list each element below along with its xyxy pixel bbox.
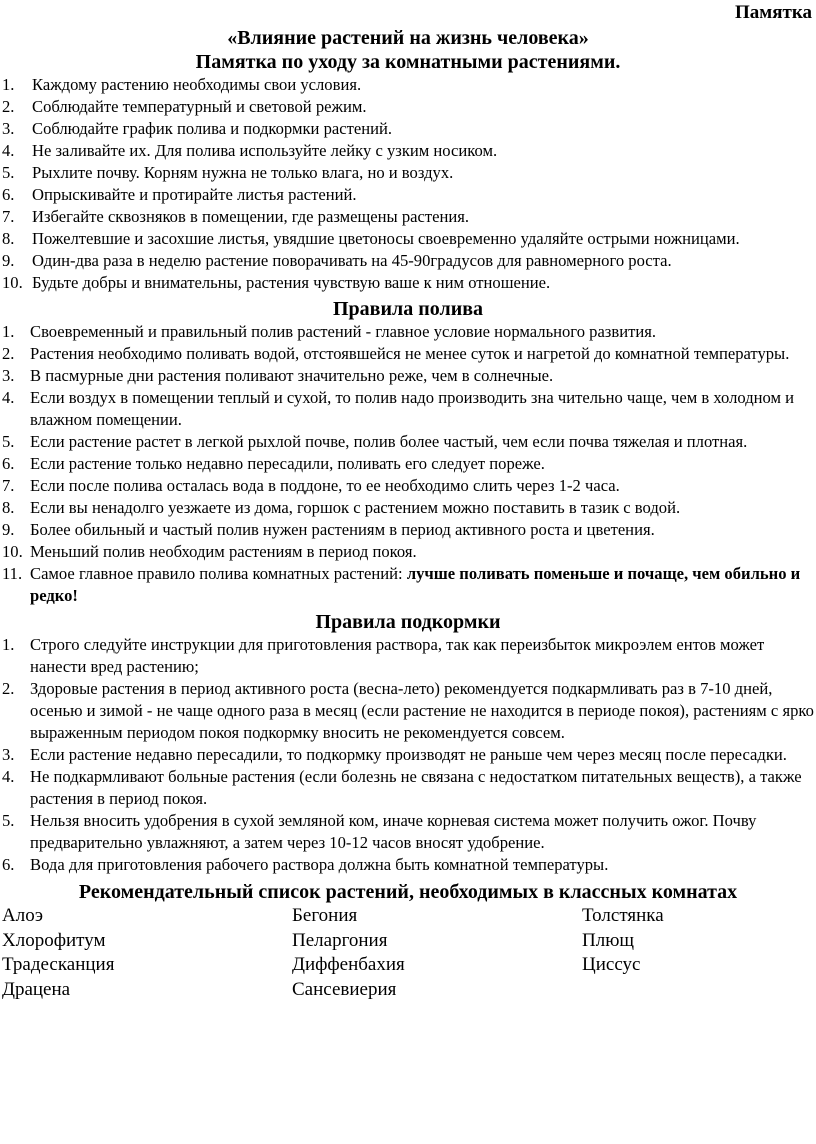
item-number: 1.: [2, 322, 15, 341]
watering-heading: Правила полива: [332, 298, 484, 320]
list-item: [0, 365, 816, 387]
item-text: Избегайте сквозняков в помещении, где размещены растения.: [32, 207, 470, 226]
plants-heading: Рекомендательный список растений, необходимых в классных комнатах: [78, 881, 738, 903]
item-text: Соблюдайте график полива и подкормки растений.: [32, 119, 392, 138]
item-number: 6.: [2, 185, 15, 204]
list-item: [0, 497, 816, 519]
item-text: Рыхлите почву. Корням нужна не только влага, но и воздух.: [32, 163, 454, 182]
list-item: [0, 854, 816, 876]
item-number: 6.: [2, 454, 15, 473]
item-number: 8.: [2, 229, 15, 248]
memo-label: Памятка: [735, 2, 812, 23]
plant-name: Традесканция: [2, 954, 115, 975]
item-number: 3.: [2, 745, 15, 764]
care-list: [0, 74, 816, 294]
item-number: 1.: [2, 75, 15, 94]
document-title: «Влияние растений на жизнь человека»: [227, 27, 589, 49]
care-heading: Памятка по уходу за комнатными растениями.: [195, 51, 621, 73]
item-text: Более обильный и частый полив нужен растениям в период активного роста и цветения.: [30, 520, 655, 539]
plant-name: Драцена: [2, 978, 71, 1000]
feeding-heading: Правила подкормки: [315, 611, 501, 633]
list-item: [0, 541, 816, 563]
list-item: [0, 250, 816, 272]
item-number: 5.: [2, 432, 15, 451]
item-text: Если растение недавно пересадили, то подкормку производят не раньше чем через месяц после пересадки.: [30, 745, 787, 764]
item-text: Пожелтевшие и засохшие листья, увядшие цветоносы своевременно удаляйте острыми ножницами.: [32, 229, 740, 248]
item-number: 4.: [2, 141, 15, 160]
item-text: Не заливайте их. Для полива используйте лейку с узким носиком.: [32, 141, 498, 160]
item-text: Каждому растению необходимы свои условия.: [32, 75, 362, 94]
item-text: Вода для приготовления рабочего раствора должна быть комнатной температуры.: [30, 855, 609, 874]
list-item: [0, 206, 816, 228]
list-item: [0, 272, 816, 294]
list-item: [0, 184, 816, 206]
item-text: Нельзя вносить удобрения в сухой земляной ком, иначе корневая система может получить ожог. Почву предварительно увлажняют, а затем через 10-12 часов вносят удобрение.: [30, 811, 757, 852]
list-item: [0, 519, 816, 541]
item-number: 9.: [2, 251, 15, 270]
plant-name: [582, 978, 816, 1003]
item-text: Будьте добры и внимательны, растения чувствую ваше к ним отношение.: [32, 273, 551, 292]
plant-name: Толстянка: [582, 905, 664, 926]
plant-name: Хлорофитум: [2, 929, 106, 951]
item-number: 7.: [2, 476, 15, 495]
item-text: Здоровые растения в период активного роста (весна-лето) рекомендуется подкармливать раз в 7-10 дней, осенью и зимой - не чаще одного раза в месяц (если растение не находится в периоде покоя), растениям с ярко выраженным периодом покоя подкормку вносить не рекомендуется совсем.: [30, 679, 814, 742]
item-text: Один-два раза в неделю растение поворачивать на 45-90градусов для равномерного роста.: [32, 251, 672, 270]
list-item: [0, 634, 816, 678]
list-item: [0, 766, 816, 810]
list-item: [0, 343, 816, 365]
list-item: [0, 563, 816, 607]
item-number: 4.: [2, 767, 15, 786]
item-emphasis: лучше поливать поменьше и почаще, чем обильно и редко!: [30, 564, 801, 605]
item-number: 10.: [2, 542, 23, 561]
list-item: [0, 387, 816, 431]
item-text: Меньший полив необходим растениям в период покоя.: [30, 542, 417, 561]
item-text: Опрыскивайте и протирайте листья растений.: [32, 185, 357, 204]
item-text: Строго следуйте инструкции для приготовления раствора, так как переизбыток микроэлем ентов может нанести вред растению;: [30, 635, 765, 676]
plant-name: Пеларгония: [292, 929, 388, 951]
item-text: Если после полива осталась вода в поддоне, то ее необходимо слить через 1-2 часа.: [30, 476, 620, 495]
item-number: 5.: [2, 811, 15, 830]
list-item: [0, 321, 816, 343]
list-item: [0, 810, 816, 854]
item-text: Соблюдайте температурный и световой режим.: [32, 97, 367, 116]
item-text: В пасмурные дни растения поливают значительно реже, чем в солнечные.: [30, 366, 554, 385]
item-text: Если воздух в помещении теплый и сухой, то полив надо производить зна чительно чаще, чем в холодном и влажном помещении.: [30, 388, 795, 429]
item-text: Если растение растет в легкой рыхлой почве, полив более частый, чем если почва тяжелая и плотная.: [30, 432, 748, 451]
list-item: [0, 118, 816, 140]
item-number: 11.: [2, 564, 23, 583]
plant-name: Циссус: [582, 954, 641, 975]
list-item: [0, 140, 816, 162]
item-number: 1.: [2, 635, 15, 654]
list-item: [0, 475, 816, 497]
plant-name: Сансевиерия: [292, 978, 397, 1000]
list-item: [0, 96, 816, 118]
item-number: 2.: [2, 97, 15, 116]
list-item: [0, 228, 816, 250]
item-number: 9.: [2, 520, 15, 539]
plant-name: Алоэ: [2, 905, 44, 926]
item-number: 6.: [2, 855, 15, 874]
plant-name: Диффенбахия: [292, 954, 405, 975]
item-number: 2.: [2, 679, 15, 698]
item-number: 3.: [2, 366, 15, 385]
item-number: 8.: [2, 498, 15, 517]
item-text: Если вы ненадолго уезжаете из дома, горшок с растением можно поставить в тазик с водой.: [30, 498, 681, 517]
list-item: [0, 162, 816, 184]
plant-name: Бегония: [292, 905, 358, 926]
item-number: 5.: [2, 163, 15, 182]
item-text: Самое главное правило полива комнатных растений:: [30, 564, 407, 583]
plant-name: Плющ: [582, 929, 635, 951]
list-item: [0, 431, 816, 453]
plants-grid: [0, 904, 816, 1002]
item-text: Растения необходимо поливать водой, отстоявшейся не менее суток и нагретой до комнатной температуры.: [30, 344, 790, 363]
item-number: 3.: [2, 119, 15, 138]
feeding-list: [0, 634, 816, 876]
list-item: [0, 744, 816, 766]
item-text: Не подкармливают больные растения (если болезнь не связана с недостатком питательных веществ), а также растения в период покоя.: [30, 767, 802, 808]
list-item: [0, 74, 816, 96]
list-item: [0, 453, 816, 475]
item-number: 10.: [2, 273, 23, 292]
item-number: 2.: [2, 344, 15, 363]
item-text: Своевременный и правильный полив растений - главное условие нормального развития.: [30, 322, 656, 341]
watering-list: [0, 321, 816, 607]
item-number: 7.: [2, 207, 15, 226]
list-item: [0, 678, 816, 744]
item-number: 4.: [2, 388, 15, 407]
item-text: Если растение только недавно пересадили, поливать его следует пореже.: [30, 454, 545, 473]
